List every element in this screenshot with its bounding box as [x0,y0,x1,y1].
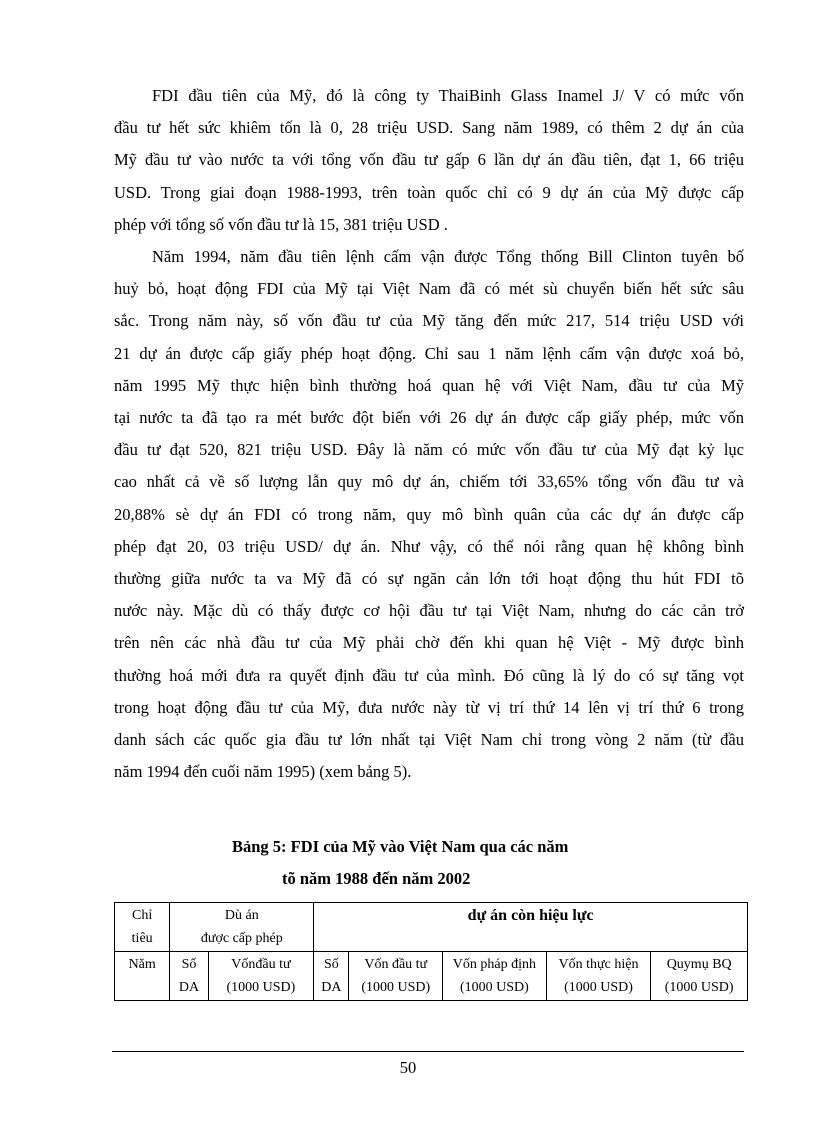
header-du-an-con-hieu-luc [314,903,748,952]
text-line: Mỹ đầu tư vào nước ta với tổng vốn đầu tư gấp 6 lần dự án đầu tiên, đạt 1, 66 triệu [114,150,744,170]
header-text [115,976,169,999]
header-text: (1000 USD) [564,980,633,995]
table-subtitle: tõ năm 1988 đến năm 2002 [282,869,471,888]
header-text: Vốnđầu tư [231,957,291,972]
text-line: phép với tổng số vốn đầu tư là 15, 381 triệu USD . [114,214,448,234]
header-nam [115,952,170,1001]
text-line: Năm 1994, năm đầu tiên lệnh cấm vận được Tổng thống Bill Clinton tuyên bố [152,247,744,266]
text-line: 21 dự án được cấp giấy phép hoạt động. Chỉ sau 1 năm lệnh cấm vận được xoá bỏ, [114,343,744,363]
header-quy-mo-bq [651,952,748,1001]
text-line: USD. Trong giai đoạn 1988-1993, trên toàn quốc chỉ có 9 dự án của Mỹ được cấp [114,182,744,202]
fdi-table [114,902,748,1001]
table-header-row [115,952,748,1001]
text-line: danh sách các quốc gia đầu tư lớn nhất tại Việt Nam chỉ trong vòng 2 năm (từ đầu [114,730,744,750]
header-text: Năm [128,957,156,972]
header-text: (1000 USD) [664,980,734,995]
text-line: trên nên các nhà đầu tư của Mỹ phải chờ đến khi quan hệ Việt - Mỹ được bình [114,633,744,653]
text-line: đầu tư hết sức khiêm tốn là 0, 28 triệu USD. Sang năm 1989, có thêm 2 dự án của [114,118,744,138]
header-text: (1000 USD) [361,980,431,995]
header-text: Số [181,957,197,972]
header-von-phap-dinh [443,952,547,1001]
text-line: năm 1995 Mỹ thực hiện bình thường hoá quan hệ với Việt Nam, đầu tư của Mỹ [114,375,744,395]
text-line: phép đạt 20, 03 triệu USD/ dự án. Như vậy, có thể nói rằng quan hệ không bình [114,536,744,556]
header-text: DA [178,980,200,995]
header-text: tiêu [131,931,153,946]
header-text: (1000 USD) [226,980,296,995]
page-number: 50 [399,1058,417,1077]
header-text: Vốn pháp định [452,957,536,972]
text-line: năm 1994 đến cuối năm 1995) (xem bảng 5). [114,762,412,782]
text-line: huỷ bỏ, hoạt động FDI của Mỹ tại Việt Nam đã có mét sù chuyển biến hết sức sâu [114,279,744,299]
text-line: cao nhất cả về số lượng lẫn quy mô dự án, chiếm tới 33,65% tổng vốn đầu tư và [114,472,744,492]
header-text: Chỉ [132,908,153,923]
text-line: FDI đầu tiên của Mỹ, đó là công ty ThaiBinh Glass Inamel J/ V có mức vốn [152,86,744,105]
text-line: sắc. Trong năm này, số vốn đầu tư của Mỹ tăng đến mức 217, 514 triệu USD với [114,311,744,331]
paragraph-1 [114,80,744,241]
header-text: DA [321,980,342,995]
header-text: được cấp phép [200,931,283,946]
header-von-thuc-hien [546,952,651,1001]
table-title: Bảng 5: FDI của Mỹ vào Việt Nam qua các năm [232,837,569,856]
table-header-row [115,903,748,952]
text-line: 20,88% sè dự án FDI có trong năm, quy mô bình quân của các dự án được cấp [114,504,744,524]
text-line: tại nước ta đã tạo ra mét bước đột biến với 26 dự án được cấp giấy phép, mức vốn [114,408,744,428]
header-du-an-cap-phep [170,903,314,952]
header-text: dự án còn hiệu lực [467,907,594,924]
text-line: thường hoá mới đưa ra quyết định đầu tư của mình. Đó cũng là lý do có sự tăng vọt [114,665,744,685]
text-line: thường giữa nước ta va Mỹ đã có sự ngăn cản lớn tới hoạt động thu hút FDI tõ [114,569,744,589]
text-line: đầu tư đạt 520, 821 triệu USD. Đây là năm có mức vốn đầu tư của Mỹ đạt kỷ lục [114,440,744,460]
header-text: Số [323,957,339,972]
header-so-da [170,952,208,1001]
paragraph-2 [114,241,744,788]
header-so-da [314,952,349,1001]
text-line: nước này. Mặc dù có thấy được cơ hội đầu tư tại Việt Nam, nhưng do các cản trở [114,601,744,621]
header-text: Vốn đầu tư [364,957,428,972]
footer-divider [112,1051,744,1052]
header-von-dau-tu-hieu-luc [349,952,443,1001]
header-text: Vốn thực hiện [558,957,639,972]
header-chi-tieu [115,903,170,952]
header-text: Quymụ BQ [666,957,732,972]
text-line: trong hoạt động đầu tư của Mỹ, đưa nước này từ vị trí thứ 14 lên vị trí thứ 6 trong [114,697,744,717]
header-von-dau-tu [208,952,314,1001]
header-text: Dù án [224,908,259,923]
header-text: (1000 USD) [459,980,529,995]
